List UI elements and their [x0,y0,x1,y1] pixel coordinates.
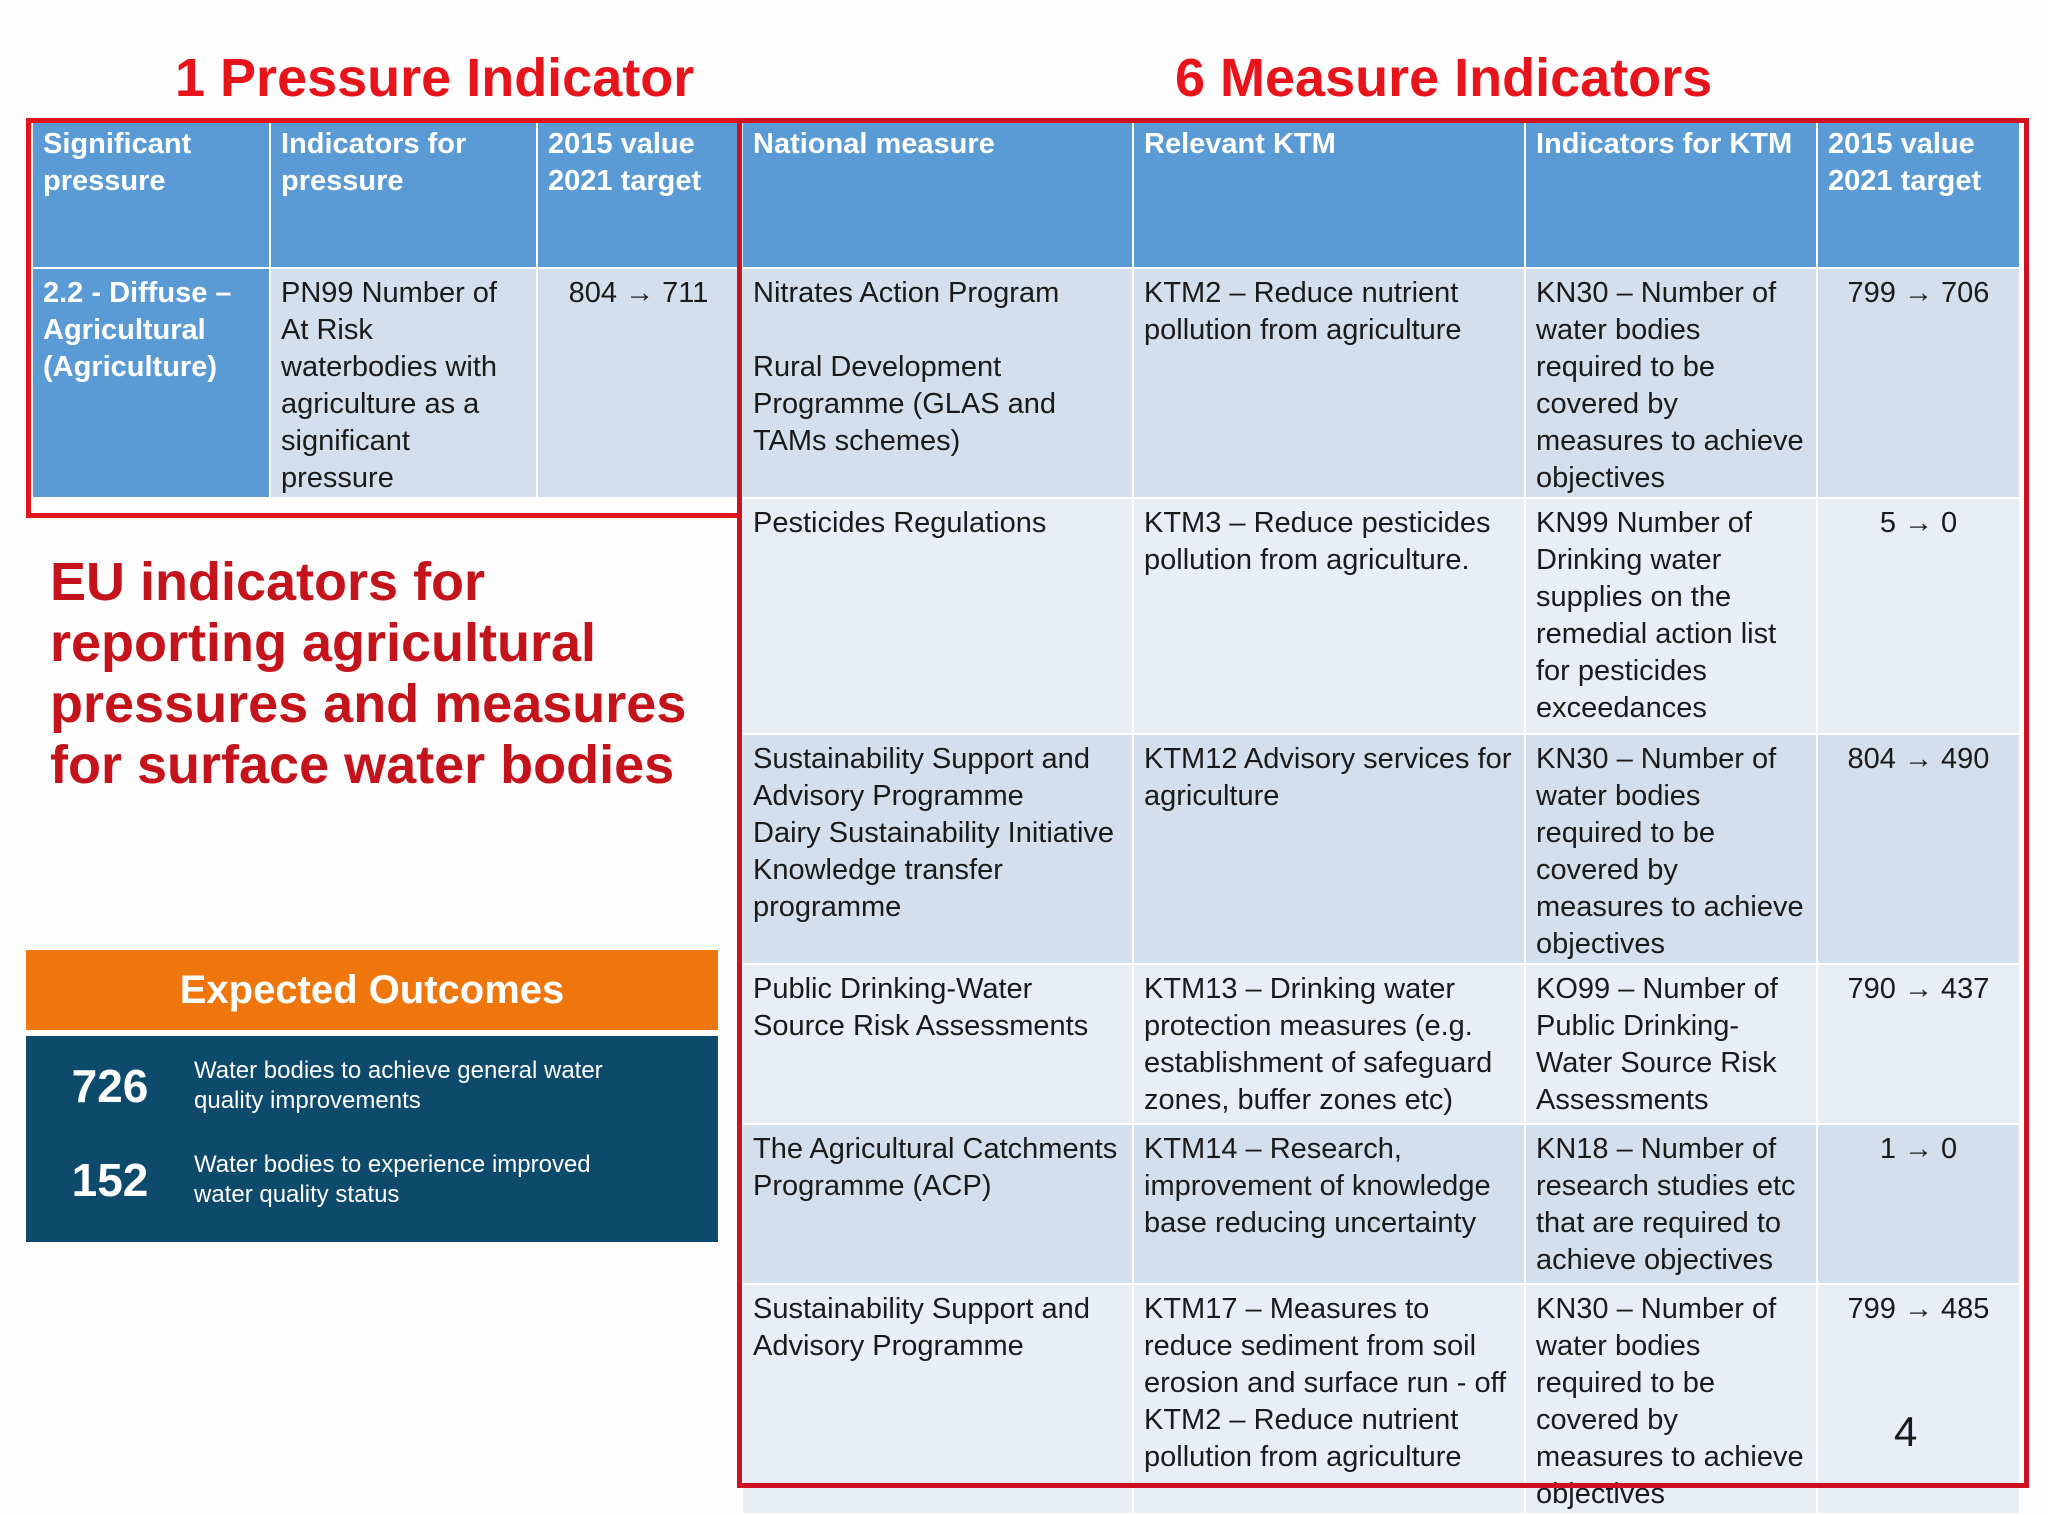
ktm-indicator-cell: KN30 – Number of water bodies required to be covered by measures to achieve objectives [1525,1284,1817,1514]
header-2015-value-2021-target: 2015 value 2021 target [1817,120,2020,268]
measure-cell: Nitrates Action Program Rural Development Programme (GLAS and TAMs schemes) [743,268,1133,498]
value-cell: 804 → 490 [1817,734,2020,964]
expected-outcomes-header: Expected Outcomes [26,950,718,1030]
outcome-text: Water bodies to experience improved water quality status [194,1151,591,1208]
outcome-number: 152 [71,1154,149,1206]
ktm-cell: KTM14 – Research, improvement of knowledge base reducing uncertainty [1133,1124,1525,1284]
value-cell: 799 → 706 [1817,268,2020,498]
value-cell: 799 → 485 [1817,1284,2020,1514]
header-significant-pressure: Significant pressure [33,120,270,268]
ktm-cell: KTM13 – Drinking water protection measures (e.g. establishment of safeguard zones, buffer zones etc) [1133,964,1525,1124]
table-row [743,1284,2020,1514]
measure-cell: Sustainability Support and Advisory Programme Dairy Sustainability Initiative Knowledge transfer programme [743,734,1133,964]
measure-indicators-table [743,120,2021,1515]
ktm-indicator-cell: KO99 – Number of Public Drinking-Water Source Risk Assessments [1525,964,1817,1124]
outcome-item [26,1150,614,1210]
header-indicators-for-pressure: Indicators for pressure [270,120,537,268]
value-cell: 790 → 437 [1817,964,2020,1124]
pressure-indicator-table [33,120,741,499]
header-national-measure: National measure [743,120,1133,268]
value-cell: 1 → 0 [1817,1124,2020,1284]
measure-cell: Public Drinking-Water Source Risk Assessments [743,964,1133,1124]
ktm-indicator-cell: KN18 – Number of research studies etc that are required to achieve objectives [1525,1124,1817,1284]
pressure-indicator-heading: 1 Pressure Indicator [175,48,695,108]
ktm-cell: KTM2 – Reduce nutrient pollution from agriculture [1133,268,1525,498]
outcome-item [26,1056,614,1116]
table-row [743,498,2020,734]
expected-outcomes-panel [26,1036,718,1242]
measure-cell: Pesticides Regulations [743,498,1133,734]
eu-indicators-title: EU indicators for reporting agricultural pressures and measures for surface water bodies [50,552,687,795]
value-cell: 5 → 0 [1817,498,2020,734]
header-2015-value-2021-target: 2015 value 2021 target [537,120,740,268]
ktm-cell: KTM3 – Reduce pesticides pollution from agriculture. [1133,498,1525,734]
significant-pressure-cell: 2.2 - Diffuse – Agricultural (Agriculture) [33,268,270,498]
pressure-value-cell: 804 → 711 [537,268,740,498]
ktm-indicator-cell: KN30 – Number of water bodies required to be covered by measures to achieve objectives [1525,734,1817,964]
outcome-text: Water bodies to achieve general water quality improvements [194,1057,603,1114]
header-indicators-for-ktm: Indicators for KTM [1525,120,1817,268]
ktm-cell: KTM12 Advisory services for agriculture [1133,734,1525,964]
ktm-cell: KTM17 – Measures to reduce sediment from soil erosion and surface run - off KTM2 – Reduce nutrient pollution from agriculture [1133,1284,1525,1514]
header-relevant-ktm: Relevant KTM [1133,120,1525,268]
measure-cell: Sustainability Support and Advisory Programme [743,1284,1133,1514]
table-row [743,964,2020,1124]
pressure-indicator-cell: PN99 Number of At Risk waterbodies with agriculture as a significant pressure [270,268,537,498]
table-row [743,268,2020,498]
measure-indicators-heading: 6 Measure Indicators [1175,48,1713,108]
table-row [743,734,2020,964]
ktm-indicator-cell: KN99 Number of Drinking water supplies on the remedial action list for pesticides exceedances [1525,498,1817,734]
ktm-indicator-cell: KN30 – Number of water bodies required to be covered by measures to achieve objectives [1525,268,1817,498]
table-row [743,1124,2020,1284]
page-number: 4 [1894,1408,1918,1455]
outcome-number: 726 [71,1060,149,1112]
measure-cell: The Agricultural Catchments Programme (ACP) [743,1124,1133,1284]
